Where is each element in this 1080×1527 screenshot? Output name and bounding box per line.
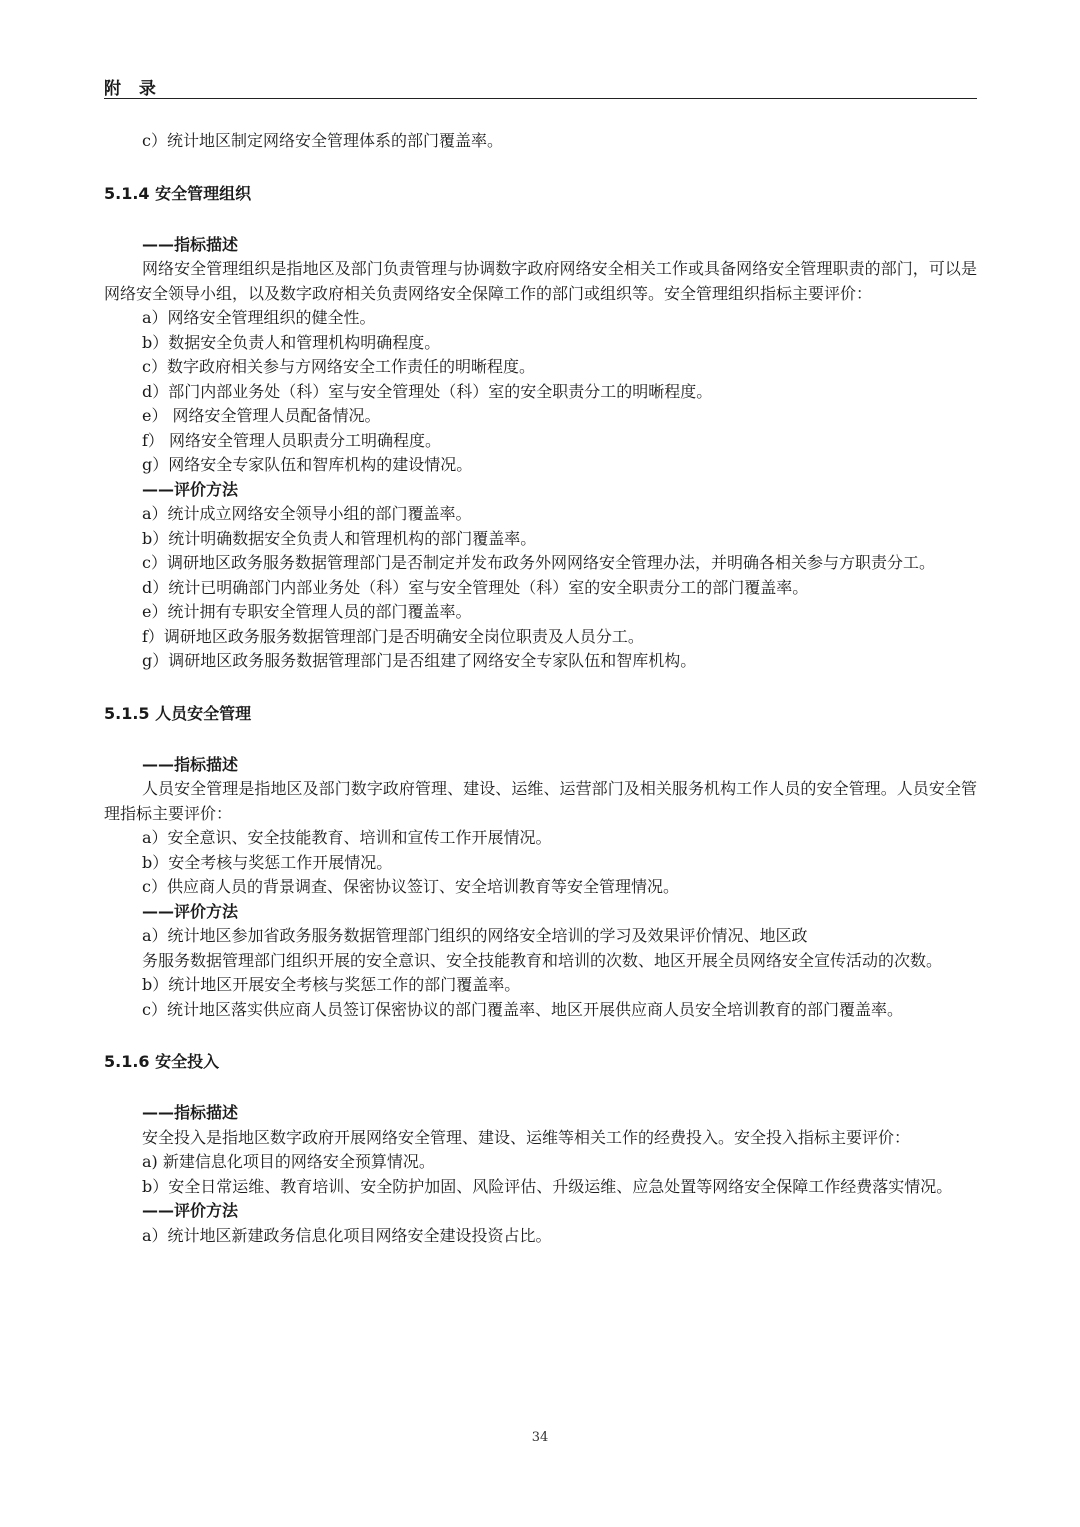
header-rule — [104, 98, 977, 99]
section-title-5-1-4: 5.1.4 安全管理组织 — [104, 183, 252, 203]
list-item: b）统计明确数据安全负责人和管理机构的部门覆盖率。 — [142, 528, 537, 548]
list-item: g）调研地区政务服务数据管理部门是否组建了网络安全专家队伍和智库机构。 — [142, 651, 697, 670]
list-item: a）统计地区新建政务信息化项目网络安全建设投资占比。 — [142, 1225, 552, 1245]
list-item: a）统计成立网络安全领导小组的部门覆盖率。 — [142, 504, 472, 523]
list-item: f） 网络安全管理人员职责分工明确程度。 — [142, 430, 442, 450]
list-item: c）统计地区落实供应商人员签订保密协议的部门覆盖率、地区开展供应商人员安全培训教育的部门覆盖率。 — [142, 999, 903, 1019]
paragraph: 务服务数据管理部门组织开展的安全意识、安全技能教育和培训的次数、地区开展全员网络安全宣传活动的次数。 — [142, 950, 943, 970]
list-item-text: c）调研地区政务服务数据管理部门是否制定并发布政务外网网络安全管理办法，并明确各相关参与方职责分工。 — [142, 553, 935, 572]
paragraph: 人员安全管理是指地区及部门数字政府管理、建设、运维、运营部门及相关服务机构工作人员的安全管理。人员安全管理指标主要评价： — [104, 779, 977, 823]
list-item: c）供应商人员的背景调查、保密协议签订、安全培训教育等安全管理情况。 — [142, 877, 679, 896]
list-item: c）统计地区制定网络安全管理体系的部门覆盖率。 — [142, 131, 503, 150]
page-content — [104, 129, 977, 1248]
list-item: a）网络安全管理组织的健全性。 — [142, 308, 376, 327]
list-item: b）数据安全负责人和管理机构明确程度。 — [142, 332, 441, 352]
subheading-eval-method: ——评价方法 — [142, 479, 239, 499]
list-item: e） 网络安全管理人员配备情况。 — [142, 406, 381, 425]
list-item: b）安全考核与奖惩工作开展情况。 — [142, 852, 393, 872]
subheading-eval-method: ——评价方法 — [142, 1201, 239, 1220]
list-item: b）安全日常运维、教育培训、安全防护加固、风险评估、升级运维、应急处置等网络安全保障工作经费落实情况。 — [142, 1176, 953, 1196]
list-item: e）统计拥有专职安全管理人员的部门覆盖率。 — [142, 602, 472, 621]
section-title-5-1-5: 5.1.5 人员安全管理 — [104, 703, 252, 723]
subheading-eval-method: ——评价方法 — [142, 901, 239, 921]
page-header: 附 录 — [104, 79, 162, 99]
list-item: a）安全意识、安全技能教育、培训和宣传工作开展情况。 — [142, 828, 552, 847]
subheading-indicator-desc: ——指标描述 — [142, 234, 239, 254]
list-item: d）统计已明确部门内部业务处（科）室与安全管理处（科）室的安全职责分工的部门覆盖率。 — [142, 577, 809, 597]
paragraph: 网络安全管理组织是指地区及部门负责管理与协调数字政府网络安全相关工作或具备网络安全管理职责的部门，可以是网络安全领导小组，以及数字政府相关负责网络安全保障工作的部门或组织等。安全管理组织指标主要评价： — [104, 259, 977, 303]
subheading-indicator-desc: ——指标描述 — [142, 1103, 239, 1122]
list-item: a）统计地区参加省政务服务数据管理部门组织的网络安全培训的学习及效果评价情况、地区政 — [142, 926, 808, 945]
list-item: a) 新建信息化项目的网络安全预算情况。 — [142, 1152, 435, 1171]
list-item: f）调研地区政务服务数据管理部门是否明确安全岗位职责及人员分工。 — [142, 626, 644, 646]
list-item: g）网络安全专家队伍和智库机构的建设情况。 — [142, 455, 473, 474]
paragraph: 安全投入是指地区数字政府开展网络安全管理、建设、运维等相关工作的经费投入。安全投入指标主要评价： — [142, 1127, 911, 1147]
page-number: 34 — [531, 1430, 549, 1445]
list-item: c）数字政府相关参与方网络安全工作责任的明晰程度。 — [142, 357, 535, 376]
subheading-indicator-desc: ——指标描述 — [142, 754, 239, 774]
list-item — [104, 551, 977, 576]
list-item: b）统计地区开展安全考核与奖惩工作的部门覆盖率。 — [142, 975, 521, 994]
list-item: d）部门内部业务处（科）室与安全管理处（科）室的安全职责分工的明晰程度。 — [142, 381, 713, 401]
section-title-5-1-6: 5.1.6 安全投入 — [104, 1052, 220, 1071]
